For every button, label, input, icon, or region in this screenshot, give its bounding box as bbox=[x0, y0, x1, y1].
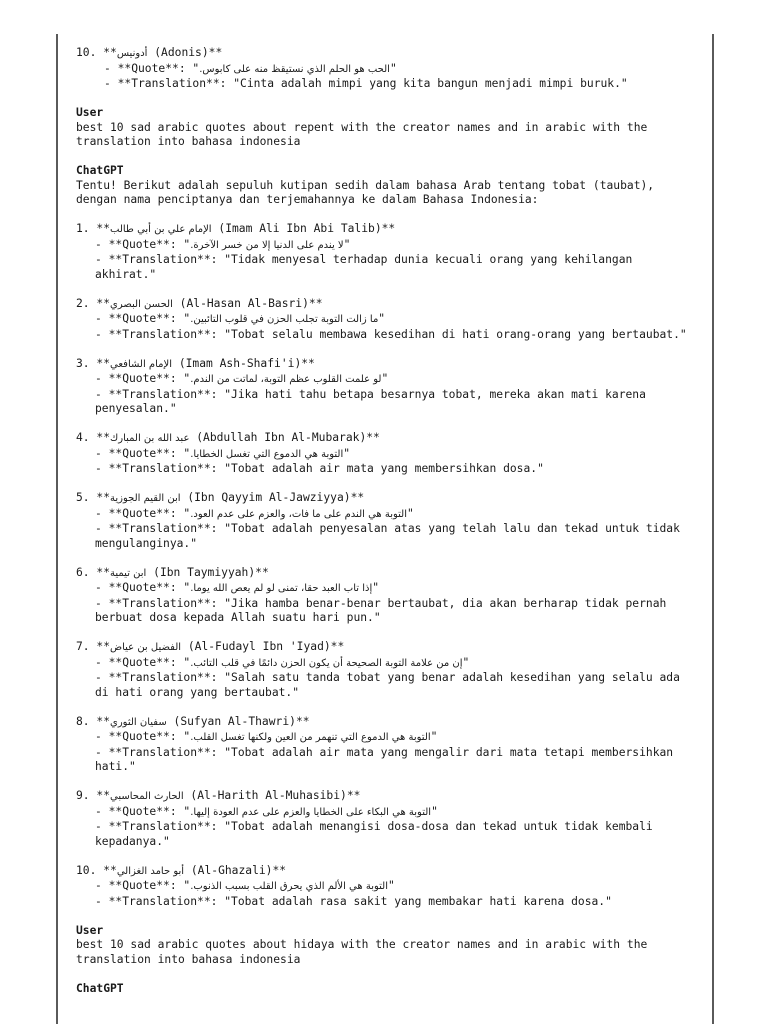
quote-line bbox=[76, 312, 700, 328]
item-number: 3. ** bbox=[76, 356, 111, 370]
user-message-text: best 10 sad arabic quotes about hidaya with the creator names and in arabic with the translation into bahasa indonesia bbox=[76, 938, 655, 966]
translation-line: - **Translation**: "Jika hamba benar-benar bertaubat, dia akan berharap tidak pernah berbuat dosa kepada Allah suatu hari pun." bbox=[95, 596, 674, 624]
translation-line: - **Translation**: "Jika hati tahu betapa besarnya tobat, mereka akan mati karena penyesalan." bbox=[95, 387, 653, 415]
latin-name: (Abdullah Ibn Al-Mubarak)** bbox=[189, 431, 380, 444]
latin-name: (Ibn Qayyim Al-Jawziyya)** bbox=[180, 491, 365, 504]
arabic-quote: التوبة هي الدموع التي تغسل الخطايا. bbox=[190, 448, 344, 460]
arabic-quote: التوبة هي البكاء على الخطايا والعزم على عدم العودة إليها. bbox=[190, 806, 432, 818]
arabic-name: الحارث المحاسبي bbox=[110, 791, 184, 802]
arabic-quote: التوبة هي الألم الذي يحرق القلب بسبب الذنوب. bbox=[190, 881, 389, 892]
speaker-label-user: User bbox=[76, 923, 104, 937]
chat-transcript bbox=[76, 46, 700, 996]
user-message-1 bbox=[76, 106, 700, 150]
translation-line: - **Translation**: "Tobat adalah penyesalan atas yang telah lalu dan tekad untuk tidak mengulanginya." bbox=[95, 522, 687, 550]
quote-label: - **Quote**: " bbox=[95, 372, 191, 385]
quote-line bbox=[76, 730, 700, 746]
translation-line: - **Translation**: "Tidak menyesal terhadap dunia kecuali orang yang kehilangan akhirat." bbox=[95, 253, 640, 281]
quote-label: - **Quote**: " bbox=[95, 730, 191, 743]
right-margin-rule bbox=[712, 34, 714, 1024]
quote-close: " bbox=[462, 655, 470, 669]
arabic-name: الإمام علي بن أبي طالب bbox=[110, 224, 212, 235]
quote-item bbox=[76, 357, 700, 432]
arabic-quote: لا يندم على الدنيا إلا من خسر الآخرة. bbox=[190, 239, 344, 251]
quote-heading bbox=[76, 431, 700, 447]
item-number: 10. ** bbox=[76, 863, 117, 877]
quote-line bbox=[76, 879, 700, 895]
quote-label: - **Quote**: " bbox=[95, 879, 191, 892]
quote-label: - **Quote**: " bbox=[95, 506, 191, 520]
latin-name: (Al-Ghazali)** bbox=[184, 863, 287, 877]
arabic-name: سفيان الثوري bbox=[110, 716, 167, 728]
latin-name: (Imam Ali Ibn Abi Talib)** bbox=[211, 222, 396, 235]
arabic-name: الإمام الشافعي bbox=[110, 358, 173, 370]
quote-heading bbox=[76, 566, 700, 582]
arabic-name: الحسن البصري bbox=[110, 298, 173, 310]
assistant-message-2 bbox=[76, 982, 700, 997]
quote-item bbox=[76, 491, 700, 566]
translation-line: - **Translation**: "Salah satu tanda tobat yang benar adalah kesedihan yang selalu ada di hati orang yang bertaubat." bbox=[95, 671, 687, 699]
latin-name: (Al-Fudayl Ibn 'Iyad)** bbox=[181, 640, 345, 653]
arabic-quote: التوبة هي الندم على ما فات، والعزم على عدم العود. bbox=[190, 508, 408, 520]
arabic-quote: ما زالت التوبة تجلب الحزن في قلوب التائبين. bbox=[190, 314, 379, 325]
quote-close: " bbox=[343, 446, 351, 460]
quote-label: - **Quote**: " bbox=[95, 446, 191, 460]
left-margin-rule bbox=[56, 34, 58, 1024]
quote-line bbox=[76, 62, 700, 78]
quote-list bbox=[76, 222, 700, 924]
quote-item bbox=[76, 789, 700, 864]
quote-item bbox=[76, 864, 700, 924]
arabic-name: ابن القيم الجوزية bbox=[110, 493, 181, 504]
quote-line bbox=[76, 805, 700, 821]
arabic-quote: الحب هو الحلم الذي نستيقظ منه على كابوس. bbox=[199, 63, 390, 75]
quote-item bbox=[76, 566, 700, 641]
arabic-name: الفضيل بن عياض bbox=[110, 642, 182, 653]
item-number: 7. ** bbox=[76, 640, 111, 653]
translation-line: - **Translation**: "Tobat adalah air mata yang membersihkan dosa." bbox=[95, 462, 544, 475]
quote-heading bbox=[76, 864, 700, 880]
quote-label: - **Quote**: " bbox=[95, 312, 191, 325]
quote-heading bbox=[76, 357, 700, 373]
item-number: 2. ** bbox=[76, 296, 111, 310]
quote-line bbox=[76, 447, 700, 463]
arabic-quote: التوبة هي الدموع التي تنهمر من العين ولكنها تغسل القلب. bbox=[190, 732, 431, 743]
quote-label: - **Quote**: " bbox=[95, 237, 191, 251]
latin-name: (Al-Hasan Al-Basri)** bbox=[172, 296, 323, 310]
item-number: 1. ** bbox=[76, 222, 111, 235]
item-number: 10. ** bbox=[76, 46, 117, 59]
arabic-name: أبو حامد الغزالي bbox=[116, 865, 185, 877]
quote-line bbox=[76, 581, 700, 597]
quote-item bbox=[76, 431, 700, 491]
latin-name: (Al-Harith Al-Muhasibi)** bbox=[183, 789, 361, 802]
quote-item bbox=[76, 297, 700, 357]
quote-heading bbox=[76, 715, 700, 731]
quote-heading bbox=[76, 46, 700, 62]
quote-item bbox=[76, 715, 700, 790]
user-message-text: best 10 sad arabic quotes about repent with the creator names and in arabic with the translation into bahasa indonesia bbox=[76, 120, 655, 148]
quote-close: " bbox=[388, 879, 395, 892]
item-number: 9. ** bbox=[76, 789, 111, 802]
quote-close: " bbox=[389, 61, 397, 75]
quote-heading bbox=[76, 297, 700, 313]
item-number: 5. ** bbox=[76, 491, 111, 504]
quote-heading bbox=[76, 640, 700, 656]
quote-label: - **Quote**: " bbox=[95, 655, 191, 669]
arabic-quote: إن من علامة التوبة الصحيحة أن يكون الحزن دائمًا في قلب التائب. bbox=[190, 657, 463, 669]
translation-line: - **Translation**: "Tobat selalu membawa kesedihan di hati orang-orang yang bertaubat." bbox=[95, 327, 687, 341]
item-number: 8. ** bbox=[76, 714, 111, 728]
latin-name: (Imam Ash-Shafi'i)** bbox=[172, 356, 315, 370]
speaker-label-assistant: ChatGPT bbox=[76, 981, 124, 995]
assistant-intro: Tentu! Berikut adalah sepuluh kutipan sedih dalam bahasa Arab tentang tobat (taubat), dengan nama penciptanya dan terjemahannya ke dalam Bahasa Indonesia: bbox=[76, 178, 661, 206]
quote-close: " bbox=[343, 237, 351, 251]
translation-line: - **Translation**: "Cinta adalah mimpi yang kita bangun menjadi mimpi buruk." bbox=[104, 77, 628, 90]
quote-line bbox=[76, 656, 700, 672]
latin-name: (Sufyan Al-Thawri)** bbox=[166, 714, 310, 728]
quote-heading bbox=[76, 491, 700, 507]
translation-line: - **Translation**: "Tobat adalah rasa sakit yang membakar hati karena dosa." bbox=[95, 894, 612, 908]
quote-line bbox=[76, 507, 700, 523]
quote-label: - **Quote**: " bbox=[104, 61, 200, 75]
arabic-quote: لو علمت القلوب عظم التوبة، لماتت من الندم. bbox=[190, 374, 382, 385]
quote-heading bbox=[76, 789, 700, 805]
latin-name: (Adonis)** bbox=[147, 46, 223, 59]
translation-line: - **Translation**: "Tobat adalah air mata yang mengalir dari mata tetapi membersihkan hati." bbox=[95, 745, 680, 773]
latin-name: (Ibn Taymiyyah)** bbox=[146, 565, 269, 579]
arabic-quote: إذا تاب العبد حقا، تمنى لو لم يعص الله يوما. bbox=[190, 583, 373, 594]
assistant-message-1 bbox=[76, 164, 700, 924]
quote-line bbox=[76, 372, 700, 388]
translation-line: - **Translation**: "Tobat adalah menangisi dosa-dosa dan tekad untuk tidak kembali kepadanya." bbox=[95, 820, 660, 848]
quote-item bbox=[76, 640, 700, 715]
quote-label: - **Quote**: " bbox=[95, 804, 191, 818]
quote-heading bbox=[76, 222, 700, 238]
speaker-label-assistant: ChatGPT bbox=[76, 164, 124, 177]
item-number: 4. ** bbox=[76, 431, 111, 444]
prev-quote-item bbox=[76, 46, 700, 92]
item-number: 6. ** bbox=[76, 565, 111, 579]
quote-line bbox=[76, 238, 700, 254]
user-message-2 bbox=[76, 924, 700, 968]
arabic-name: ابن تيمية bbox=[110, 567, 147, 579]
quote-close: " bbox=[378, 312, 386, 325]
speaker-label-user: User bbox=[76, 106, 104, 119]
quote-item bbox=[76, 222, 700, 297]
quote-close: " bbox=[407, 506, 414, 520]
quote-close: " bbox=[381, 372, 389, 385]
quote-label: - **Quote**: " bbox=[95, 581, 191, 594]
arabic-name: عبد الله بن المبارك bbox=[110, 433, 190, 444]
quote-close: " bbox=[372, 581, 380, 594]
quote-close: " bbox=[431, 804, 438, 818]
arabic-name: أدونيس bbox=[116, 48, 148, 59]
quote-close: " bbox=[430, 730, 438, 743]
